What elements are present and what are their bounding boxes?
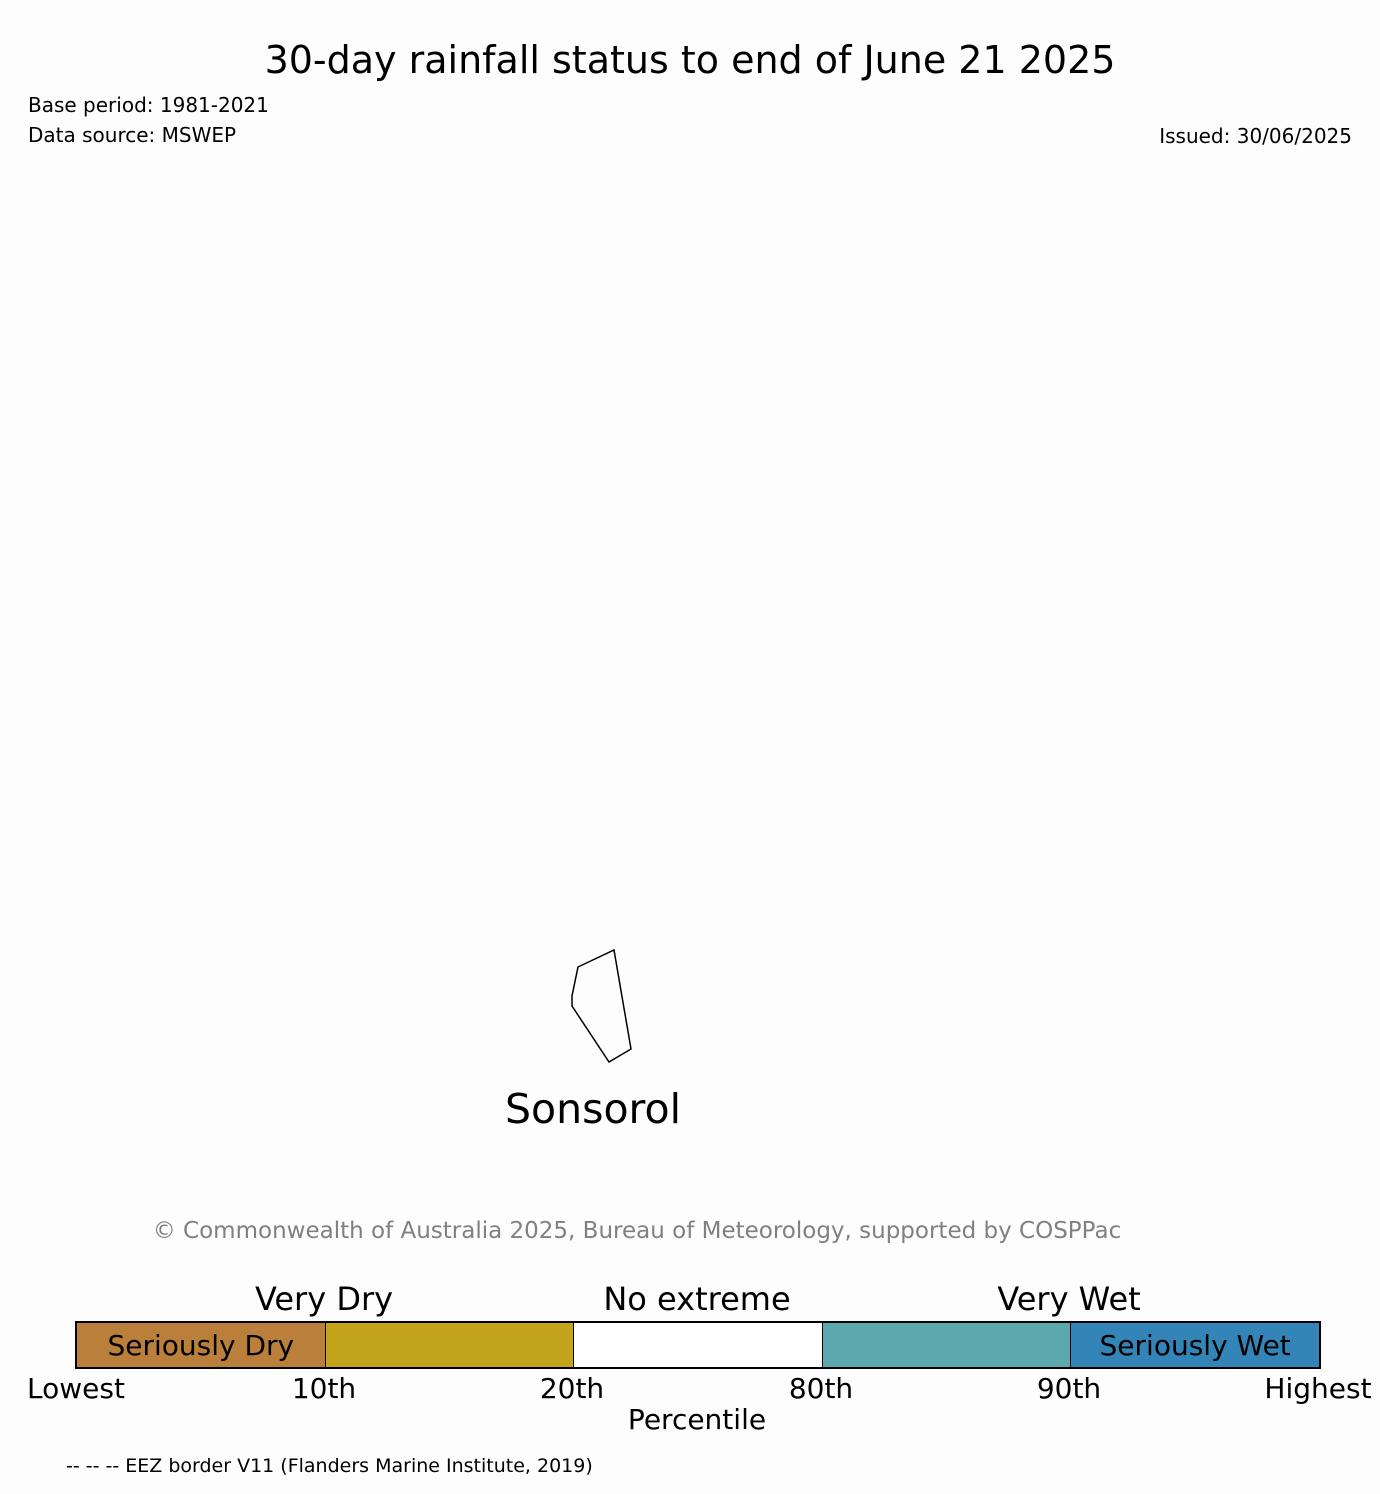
legend-category-very-wet: Very Wet [997,1280,1141,1318]
legend-tick-lowest: Lowest [27,1372,125,1405]
legend-tick-90th: 90th [1036,1372,1102,1405]
legend-segment-very-wet [823,1323,1072,1367]
sonsorol-island-outline [572,950,631,1062]
legend-axis-label: Percentile [627,1403,767,1436]
data-source-label: Data source: MSWEP [28,123,237,147]
legend-category-no-extreme: No extreme [603,1280,791,1318]
legend-tick-10th: 10th [291,1372,357,1405]
eez-border-note: -- -- -- EEZ border V11 (Flanders Marine Institute, 2019) [66,1455,593,1477]
copyright-notice: © Commonwealth of Australia 2025, Bureau of Meteorology, supported by COSPPac [152,1218,1122,1244]
map-title: 30-day rainfall status to end of June 21 2025 [264,38,1116,82]
legend-category-very-dry: Very Dry [254,1280,394,1318]
island-label: Sonsorol [505,1085,681,1133]
legend-tick-20th: 20th [539,1372,605,1405]
legend-colorbar [75,1321,1321,1369]
legend-tick-highest: Highest [1264,1372,1372,1405]
legend-segment-seriously-wet: Seriously Wet [1071,1323,1319,1367]
legend-segment-very-dry [326,1323,575,1367]
base-period-label: Base period: 1981-2021 [28,93,269,117]
legend-segment-seriously-dry: Seriously Dry [77,1323,326,1367]
legend-segment-no-extreme [574,1323,823,1367]
legend-tick-80th: 80th [788,1372,854,1405]
issued-date-label: Issued: 30/06/2025 [1159,124,1352,148]
